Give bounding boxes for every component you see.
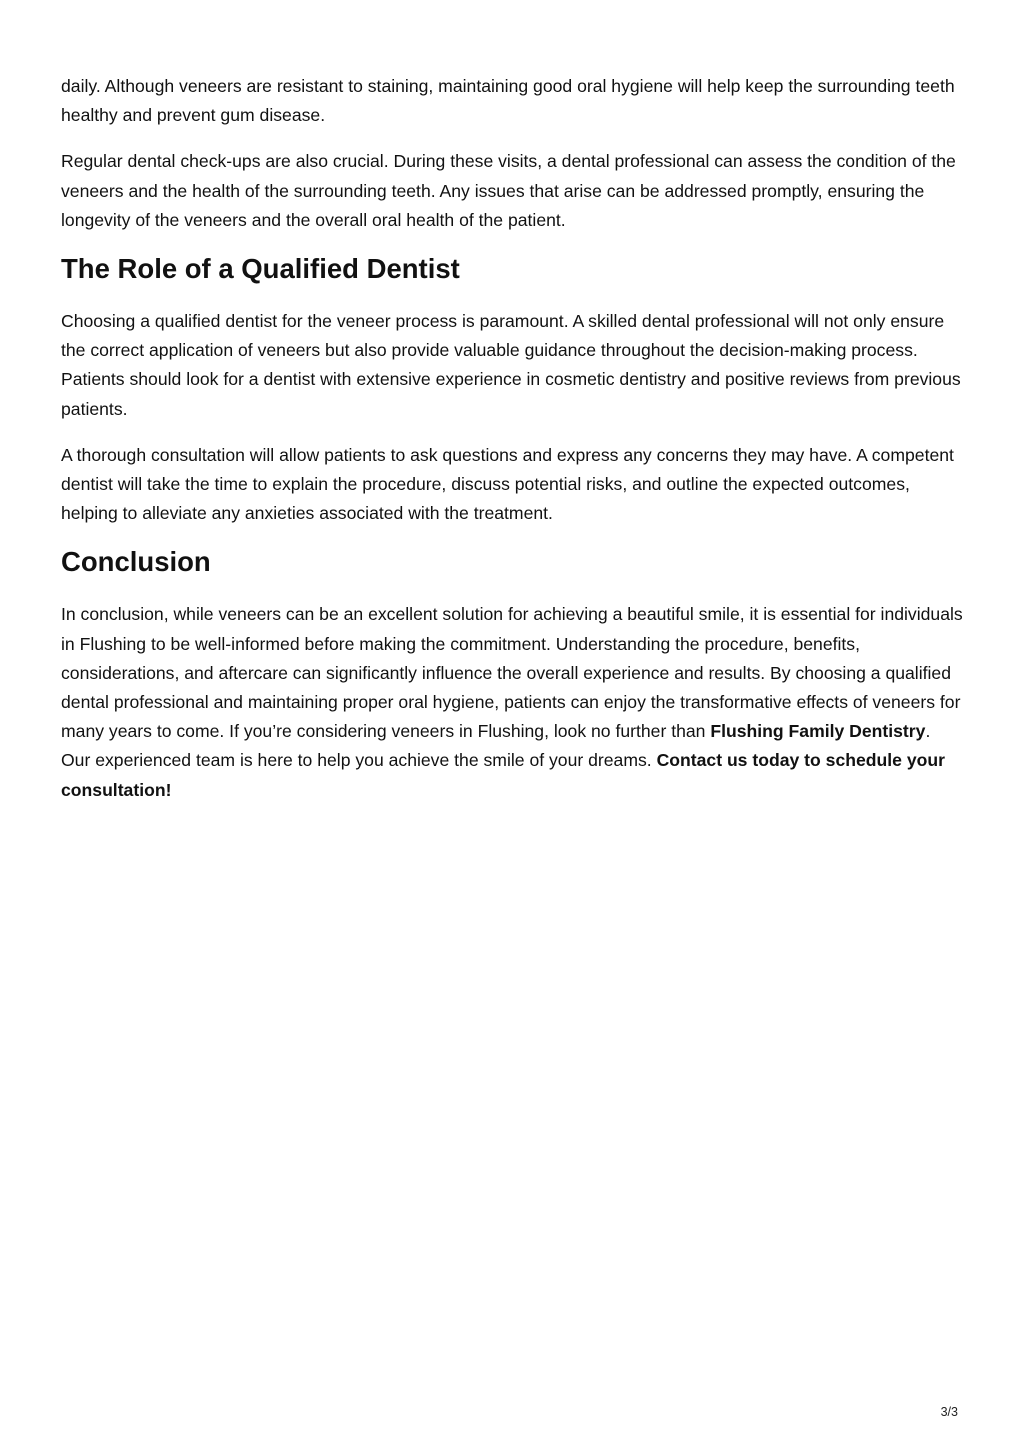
heading-role-of-dentist: The Role of a Qualified Dentist — [61, 253, 460, 285]
paragraph-choosing-dentist: Choosing a qualified dentist for the veneer process is paramount. A skilled dental professional will not only ensure the correct application of veneers but also provide valuable guidance throughout the decision-making process. Patients should look for a dentist with extensive experience in cosmetic dentistry and positive reviews from previous patients. — [61, 311, 961, 419]
paragraph-oral-hygiene: daily. Although veneers are resistant to staining, maintaining good oral hygiene will help keep the surrounding teeth healthy and prevent gum disease. — [61, 76, 955, 126]
heading-conclusion: Conclusion — [61, 546, 211, 578]
conclusion-text-middle: . Our experienced team is here to help you achieve the smile of your dreams. — [61, 721, 931, 771]
paragraph-dental-checkups: Regular dental check-ups are also crucial. During these visits, a dental professional can assess the condition of the veneers and the health of the surrounding teeth. Any issues that arise can be addressed promptly, ensuring the longevity of the veneers and the overall oral health of the patient. — [61, 151, 956, 230]
paragraph-consultation: A thorough consultation will allow patients to ask questions and express any concerns they may have. A competent dentist will take the time to explain the procedure, discuss potential risks, and outline the expected outcomes, helping to alleviate any anxieties associated with the treatment. — [61, 444, 954, 524]
brand-name: Flushing Family Dentistry — [710, 721, 926, 742]
document-page — [61, 72, 963, 822]
paragraph-conclusion — [61, 600, 963, 804]
page-number: 3/3 — [940, 1405, 958, 1419]
conclusion-text-before: In conclusion, while veneers can be an excellent solution for achieving a beautiful smile, it is essential for individuals in Flushing to be well-informed before making the commitment. Understanding the procedure, benefits, considerations, and aftercare can significantly influence the overall experience and results. By choosing a qualified dental professional and maintaining proper oral hygiene, patients can enjoy the transformative effects of veneers for many years to come. If you’re considering veneers in Flushing, look no further than — [61, 604, 963, 742]
call-to-action: Contact us today to schedule your consultation! — [61, 750, 945, 800]
